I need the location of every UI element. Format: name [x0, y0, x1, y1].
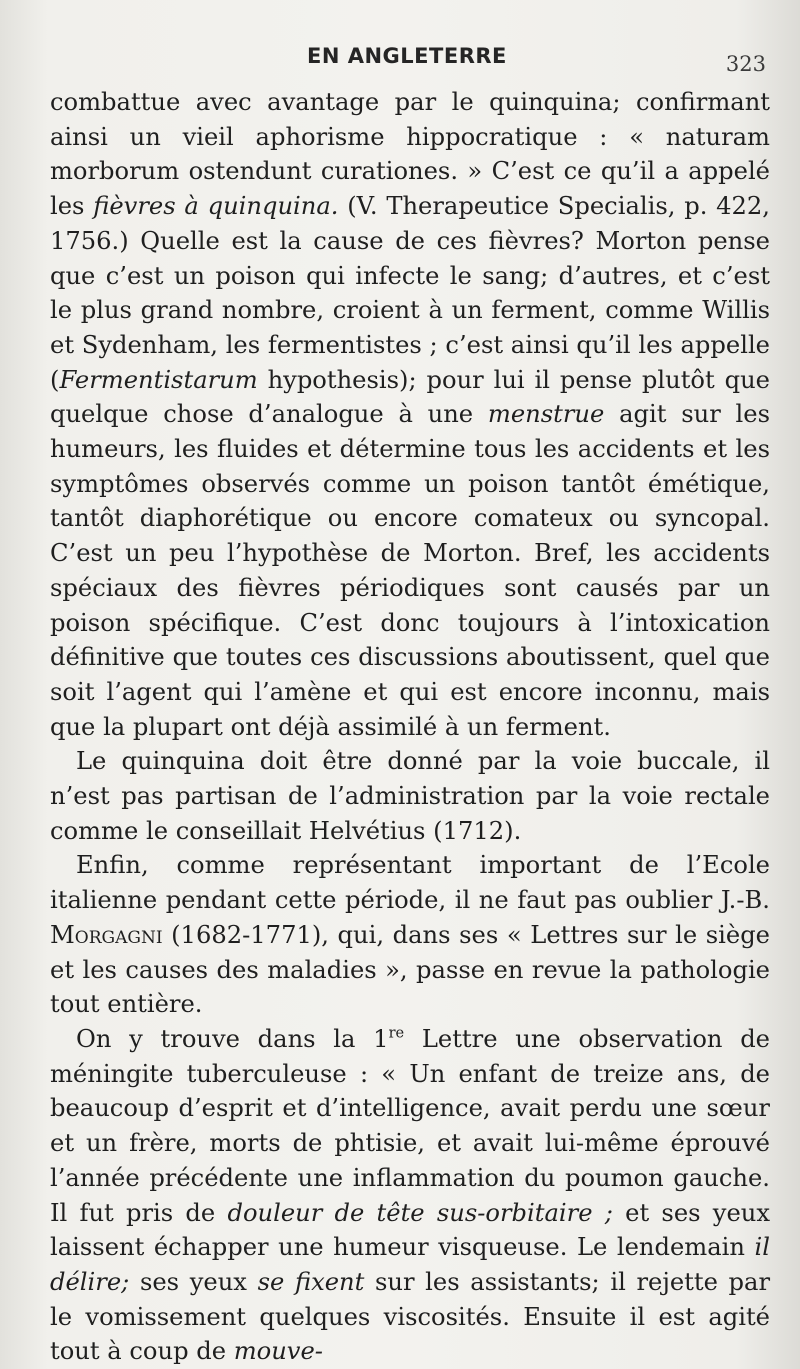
italic-run: fièvres à quinquina. — [93, 192, 339, 221]
paragraph-morton — [50, 85, 770, 744]
italic-run: mouve- — [233, 1337, 323, 1366]
text-run: (1682-1771), qui, dans ses « Lettres sur le siège et les causes des maladies », passe en revue la pathologie tout entière. — [50, 920, 770, 1019]
page-header — [0, 44, 800, 80]
text-run: sur les assistants; il rejette par le vomissement quelques viscosités. Ensuite il est agité tout à coup de — [50, 1267, 771, 1366]
text-run: (V. Therapeutice Specialis, p. 422, 1756.) Quelle est la cause de ces fièvres? Morton pense que c’est un poison qui infecte le sang; d’autres, et c’est le plus grand nombre, croient à un ferment, comme Willis et Sydenham, les fermentistes ; c’est ainsi qu’il les appelle ( — [50, 192, 770, 394]
text-run: ses yeux — [129, 1267, 258, 1296]
text-run: Enfin, comme représentant important de l’Ecole italienne pendant cette période, il ne faut pas oublier J.-B. — [50, 851, 770, 915]
italic-run: menstrue — [487, 400, 605, 429]
italic-run: douleur de tête sus-orbitaire ; — [227, 1198, 613, 1227]
superscript: re — [388, 1025, 405, 1042]
italic-run: se fixent — [257, 1267, 365, 1296]
paragraph-morgagni — [50, 848, 770, 1022]
text-run: agit sur les humeurs, les fluides et détermine tous les accidents et les symptômes observés comme un poison tantôt émétique, tantôt diaphorétique ou encore comateux ou syncopal. C’est un peu l’hypothèse de Morton. Bref, les accidents spéciaux des fièvres périodiques sont causés par un poison spécifique. C’est donc toujours à l’intoxication définitive que toutes ces discussions aboutissent, quel que soit l’agent qui l’amène et qui est encore inconnu, mais que la plupart ont déjà assimilé à un ferment. — [50, 400, 770, 741]
text-run: combattue avec avantage par le quinquina; confirmant ainsi un vieil aphorisme hippocratique : « naturam morborum ostendunt curationes. » C’est ce qu’il a appelé les — [50, 88, 770, 221]
text-run: Le quinquina doit être donné par la voie buccale, il n’est pas partisan de l’administration par la voie rectale comme le conseillait Helvétius (1712). — [50, 747, 770, 845]
italic-run: Fermentistarum — [59, 365, 258, 394]
paragraph-observation — [50, 1022, 770, 1369]
italic-run: il délire; — [50, 1233, 770, 1296]
page-number: 323 — [725, 52, 766, 76]
text-run: Lettre une observation de méningite tuberculeuse : « Un enfant de treize ans, de beaucoup d’esprit et d’intelligence, avait perdu une sœur et un frère, morts de phtisie, et avait lui-même éprouvé l’année précédente une inflammation du poumon gauche. Il fut pris de — [50, 1024, 770, 1227]
body-text — [50, 85, 770, 1369]
text-run: hypothesis); pour lui il pense plutôt que quelque chose d’analogue à une — [50, 365, 770, 429]
running-head: EN ANGLETERRE — [307, 44, 507, 68]
author-name: Morgagni — [50, 920, 163, 949]
paragraph-quinquina — [50, 744, 770, 848]
text-run: et ses yeux laissent échapper une humeur visqueuse. Le lendemain — [50, 1198, 770, 1262]
text-run: On y trouve dans la 1 — [76, 1024, 389, 1053]
